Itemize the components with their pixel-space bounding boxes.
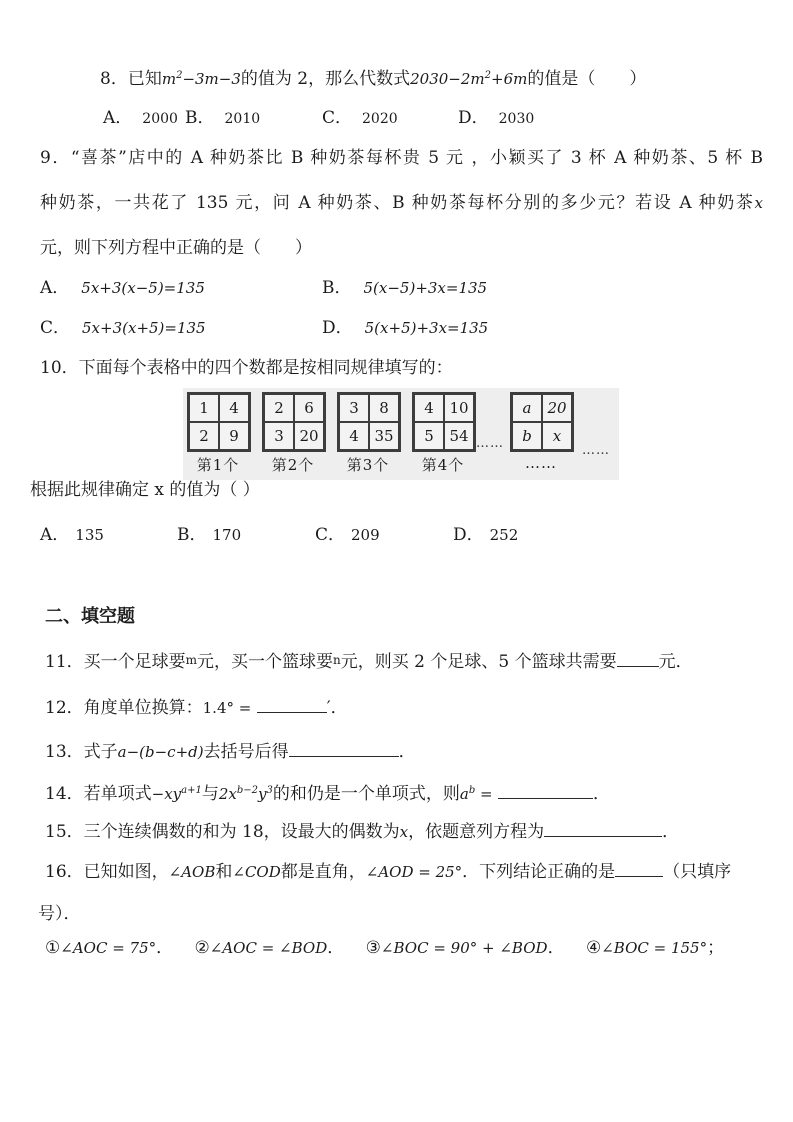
grid-cell: 1 — [189, 394, 219, 422]
q16-statements — [45, 937, 740, 959]
grid-cell: 9 — [219, 422, 249, 450]
q14-text-1: 14．若单项式 — [45, 784, 152, 804]
q13-text-3: ． — [398, 742, 416, 762]
q15-text-1: 15．三个连续偶数的和为 18，设最大的偶数为 — [45, 822, 400, 842]
q8-option-b — [185, 107, 260, 130]
question-9-line-3: 元，则下列方程中正确的是（ ） — [40, 238, 312, 258]
q10-option-a-label: A． — [40, 525, 70, 545]
grid-cell: 20 — [542, 394, 572, 422]
q8-number: 8． — [100, 69, 128, 89]
q12-text-1: 12．角度单位换算： — [45, 698, 203, 718]
q8-text-2: 的值为 2，那么代数式 — [240, 69, 411, 89]
q16-angle-aod: ∠AOD = 25° — [365, 863, 463, 881]
question-13 — [45, 741, 416, 763]
grid-cell: 8 — [369, 394, 399, 422]
q15-var-x: x — [399, 823, 409, 841]
ellipsis-end: …… — [582, 443, 610, 458]
q10-option-c-label: C． — [315, 525, 346, 545]
grid-cell: x — [542, 422, 572, 450]
grid-n-label: …… — [525, 454, 557, 472]
grid-cell: a — [512, 394, 542, 422]
circled-2-icon: ② — [194, 938, 210, 958]
grid-4-cells — [412, 392, 476, 452]
grid-2-label: 第2个 — [271, 456, 315, 474]
q10-option-b — [177, 524, 241, 546]
question-8-stem — [100, 65, 646, 90]
question-9-line-1: 9．“喜茶”店中的 A 种奶茶比 B 种奶茶每杯贵 5 元 ，小颖买了 3 杯 A 种奶茶、5 杯 B — [40, 148, 763, 168]
q16-text-1: 16．已知如图， — [45, 862, 169, 882]
q10-option-d — [453, 524, 518, 546]
q9-option-a — [40, 277, 205, 299]
q10-option-d-label: D． — [453, 525, 484, 545]
grid-cell: 35 — [369, 422, 399, 450]
pattern-grid-4 — [412, 392, 474, 475]
q15-text-3: ． — [662, 822, 680, 842]
q13-formula: a−(b−c+d) — [117, 743, 204, 761]
q9-option-a-formula: 5x+3(x−5)=135 — [81, 279, 205, 297]
grid-cell: 5 — [414, 422, 444, 450]
q16-angle-aob: ∠AOB — [168, 863, 216, 881]
q8-option-a-label: A． — [103, 108, 133, 128]
grid-1-label: 第1个 — [196, 456, 240, 474]
q10-option-b-label: B． — [177, 525, 207, 545]
q8-formula-2: $2030-2m^2+6m$ — [410, 70, 528, 88]
q11-text-3: 元，则买 2 个足球、5 个篮球共需要 — [340, 652, 617, 672]
q8-formula-1: $m^2-3m-3$ — [161, 70, 241, 88]
q9-option-c-formula: 5x+3(x+5)=135 — [82, 319, 206, 337]
grid-cell: 2 — [264, 394, 294, 422]
grid-cell: 3 — [339, 394, 369, 422]
grid-2-cells — [262, 392, 326, 452]
q11-text-2: 元，买一个篮球要 — [197, 652, 334, 672]
ellipsis-mid: …… — [476, 436, 504, 451]
q10-option-a-value: 135 — [75, 526, 104, 544]
q9-option-a-label: A． — [40, 278, 70, 298]
q9-option-d-label: D． — [322, 318, 353, 338]
q14-formula-3: $a^b$ = — [459, 785, 493, 803]
circled-1-icon: ① — [45, 938, 61, 958]
q10-option-b-value: 170 — [212, 526, 242, 544]
grid-cell: 20 — [294, 422, 324, 450]
q8-option-a-value: 2000 — [142, 111, 178, 127]
q8-option-c-value: 2020 — [362, 111, 398, 127]
q14-text-3: 的和仍是一个单项式，则 — [272, 784, 460, 804]
grid-1-cells — [187, 392, 251, 452]
q16-text-4: ．下列结论正确的是 — [462, 862, 616, 882]
q12-text-2: ′． — [326, 698, 348, 718]
q8-option-a — [103, 107, 178, 130]
q9-option-d — [322, 317, 488, 339]
q9-option-c-label: C． — [40, 318, 71, 338]
q16-statement-4: ④∠BOC = 155°； — [585, 938, 725, 958]
pattern-grid-3 — [337, 392, 399, 475]
q8-option-c — [322, 107, 398, 130]
pattern-grid-n — [510, 392, 572, 472]
grid-cell: 2 — [189, 422, 219, 450]
q16-text-2: 和 — [215, 862, 233, 882]
q10-follow-text: 根据此规律确定 x 的值为（ ） — [30, 480, 260, 500]
circled-3-icon: ③ — [365, 938, 381, 958]
grid-n-cells — [510, 392, 574, 452]
pattern-table-image — [183, 388, 619, 480]
grid-3-label: 第3个 — [346, 456, 390, 474]
q8-option-b-label: B． — [185, 108, 215, 128]
question-16-line-2: 号）． — [38, 904, 81, 924]
q10-option-a — [40, 524, 104, 546]
q9-option-b — [322, 277, 487, 299]
grid-3-cells — [337, 392, 401, 452]
q9-option-b-formula: 5(x−5)+3x=135 — [363, 279, 488, 297]
q15-blank-line — [544, 821, 662, 837]
q10-option-c-value: 209 — [351, 526, 380, 544]
q11-text-4: 元． — [658, 652, 693, 672]
q9-option-c — [40, 317, 206, 339]
q8-option-d — [458, 107, 534, 130]
q10-option-d-value: 252 — [489, 526, 519, 544]
q12-blank-line — [257, 697, 327, 713]
grid-cell: 4 — [339, 422, 369, 450]
q14-text-4: ． — [593, 784, 611, 804]
grid-cell: b — [512, 422, 542, 450]
q13-blank-line — [289, 741, 399, 757]
pattern-grid-1 — [187, 392, 249, 475]
q11-var-m: m — [185, 653, 198, 667]
q16-blank-line — [615, 861, 663, 877]
q11-text-1: 11．买一个足球要 — [45, 652, 186, 672]
q14-blank-line — [498, 783, 593, 799]
circled-4-icon: ④ — [585, 938, 602, 958]
q16-text-5: （只填序 — [663, 862, 732, 882]
question-15 — [45, 821, 679, 843]
q8-text-3: 的值是（ ） — [527, 69, 647, 89]
q15-text-2: ，依题意列方程为 — [408, 822, 545, 842]
q16-statement-1: ①∠AOC = 75°． — [45, 938, 174, 958]
grid-4-label: 第4个 — [421, 456, 465, 474]
grid-cell: 54 — [444, 422, 474, 450]
question-14 — [45, 780, 610, 805]
question-9-line-2 — [40, 192, 763, 214]
q16-statement-3: ③∠BOC = 90° + ∠BOD． — [365, 938, 565, 958]
q13-text-2: 去括号后得 — [203, 742, 289, 762]
grid-cell: 4 — [414, 394, 444, 422]
q11-var-n: n — [333, 653, 341, 667]
q10-option-c — [315, 524, 380, 546]
q8-text-1: 已知 — [127, 69, 162, 89]
question-10-stem: 10．下面每个表格中的四个数都是按相同规律填写的： — [40, 358, 453, 378]
grid-cell: 10 — [444, 394, 474, 422]
grid-cell: 4 — [219, 394, 249, 422]
question-12 — [45, 697, 348, 719]
question-11 — [45, 651, 693, 674]
pattern-grid-2 — [262, 392, 324, 475]
q14-text-2: 与 — [201, 784, 219, 804]
q16-text-3: 都是直角， — [280, 862, 366, 882]
q11-blank-line — [617, 651, 659, 667]
q16-angle-cod: ∠COD — [232, 863, 281, 881]
q16-statement-2: ②∠AOC = ∠BOD． — [194, 938, 345, 958]
q9-line2-text: 种奶茶，一共花了 135 元，问 A 种奶茶、B 种奶茶每杯分别的多少元？若设 A 种奶茶 — [40, 193, 755, 213]
q8-option-d-label: D． — [458, 108, 489, 128]
question-16-line-1 — [45, 861, 731, 883]
section-2-header: 二、填空题 — [45, 606, 135, 627]
q14-formula-2: $2x^{b-2}y^3$ — [218, 785, 273, 803]
q9-option-b-label: B． — [322, 278, 352, 298]
q8-option-b-value: 2010 — [224, 111, 261, 127]
q8-option-c-label: C． — [322, 108, 353, 128]
q9-option-d-formula: 5(x+5)+3x=135 — [364, 319, 489, 337]
grid-cell: 3 — [264, 422, 294, 450]
q8-option-d-value: 2030 — [498, 111, 535, 127]
q12-value: 1.4° = — [202, 699, 252, 717]
grid-cell: 6 — [294, 394, 324, 422]
q9-line2-var: x — [754, 194, 763, 212]
q14-formula-1: $-xy^{a+1}$ — [151, 785, 202, 803]
q13-text-1: 13．式子 — [45, 742, 118, 762]
